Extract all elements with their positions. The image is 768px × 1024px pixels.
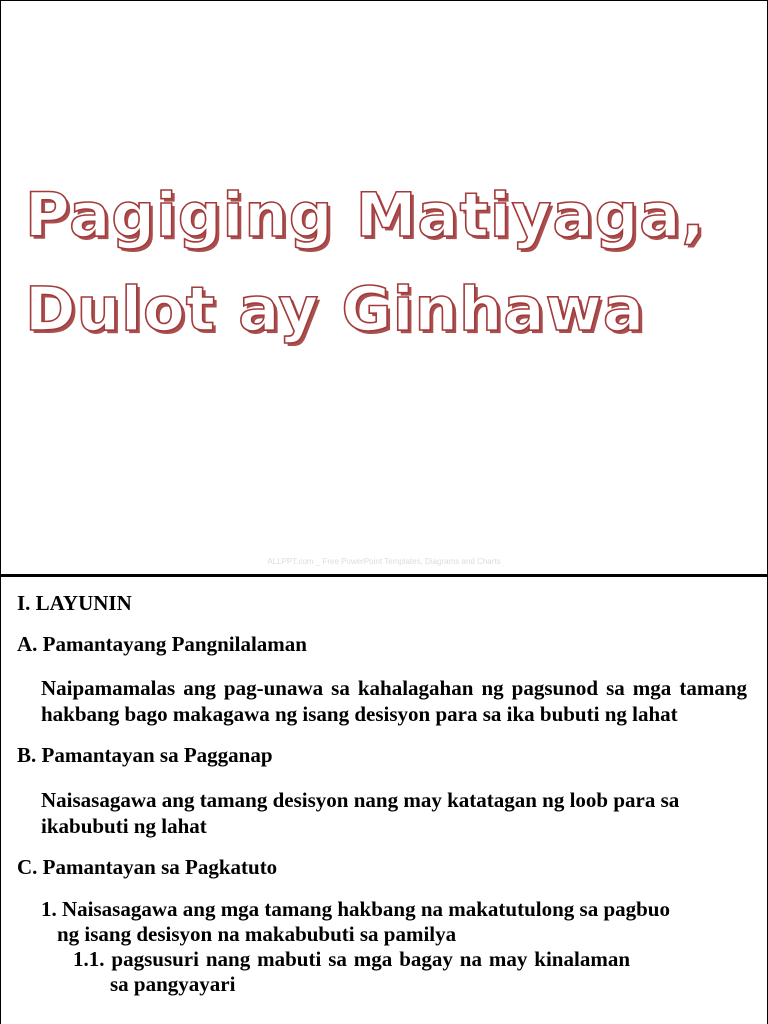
title-line-1: Pagiging Matiyaga, (25, 180, 706, 251)
heading-section-a: A. Pamantayang Pangnilalaman (17, 632, 307, 656)
slide-objectives (1, 577, 767, 1024)
slide-footer-watermark: ALLPPT.com _ Free PowerPoint Templates, Diagrams and Charts (267, 557, 501, 566)
heading-section-c: C. Pamantayan sa Pagkatuto (17, 855, 278, 879)
heading-section-b: B. Pamantayan sa Pagganap (17, 743, 273, 767)
title-line-2: Dulot ay Ginhawa (25, 274, 646, 345)
section-c-list (41, 897, 747, 997)
list-item-1: 1. Naisasagawa ang mga tamang hakbang na makatutulong sa pagbuo ng isang desisyon na makabubuti sa pamilya (41, 897, 670, 946)
list-item-1-1: 1.1. pagsusuri nang mabuti sa mga bagay na may kinalaman sa pangyayari (73, 947, 630, 996)
heading-layunin: I. LAYUNIN (17, 591, 132, 615)
section-a-text: Naipamamalas ang pag-unawa sa kahalagahan ng pagsunod sa mga tamang hakbang bago makagawa ng isang desisyon para sa ika bubuti ng lahat (41, 676, 747, 726)
section-b-text: Naisasagawa ang tamang desisyon nang may katatagan ng loob para sa ikabubuti ng lahat (41, 788, 680, 838)
slide-title (1, 1, 767, 574)
objectives-content (17, 591, 747, 997)
slide-title-text (25, 169, 706, 357)
